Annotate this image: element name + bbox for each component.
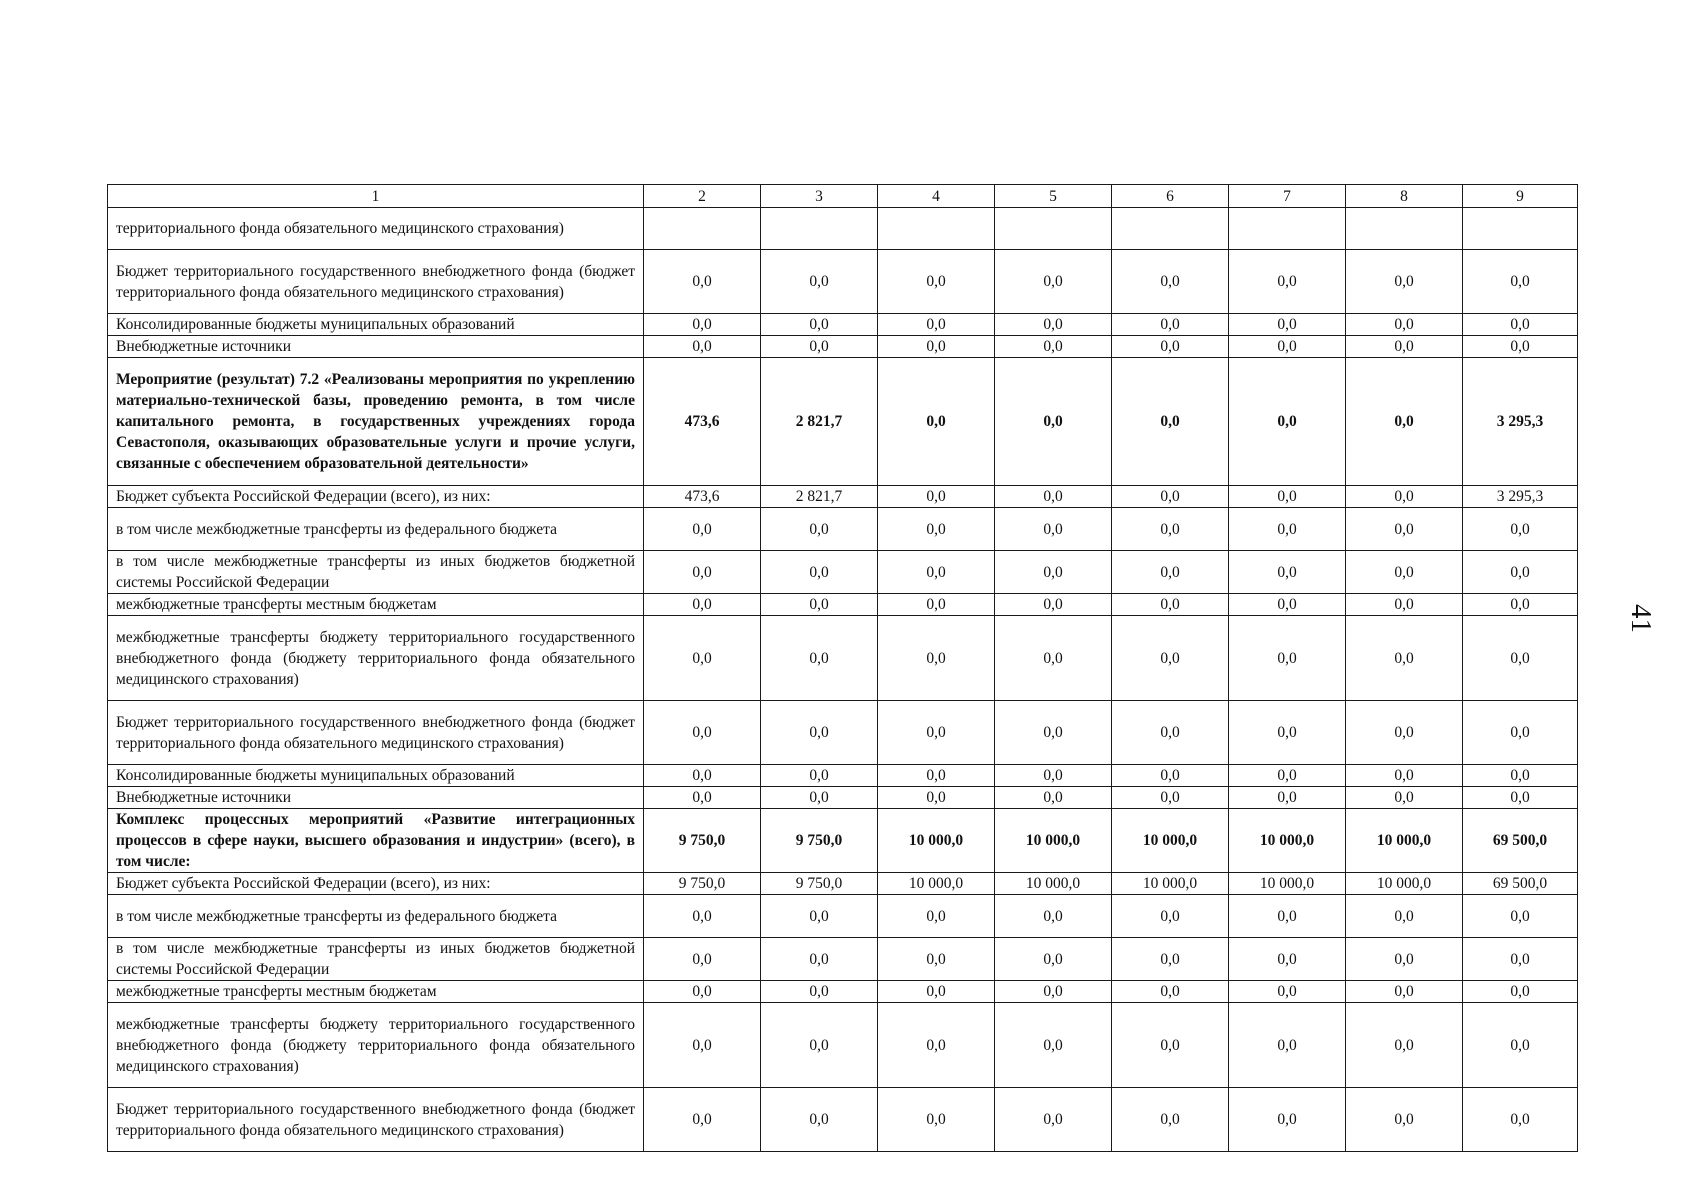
- row-value: 0,0: [1346, 616, 1463, 701]
- row-value: 0,0: [1112, 1088, 1229, 1152]
- table-row: [108, 787, 1578, 809]
- column-header: 2: [644, 185, 761, 208]
- row-value: 0,0: [995, 358, 1112, 486]
- row-value: 0,0: [1463, 701, 1578, 765]
- row-value: [1112, 208, 1229, 250]
- row-value: 0,0: [1229, 314, 1346, 336]
- table-row: [108, 358, 1578, 486]
- row-label: Консолидированные бюджеты муниципальных образований: [108, 765, 644, 787]
- table-row: [108, 809, 1578, 873]
- row-label: в том числе межбюджетные трансферты из федерального бюджета: [108, 895, 644, 938]
- row-value: 0,0: [644, 1003, 761, 1088]
- row-value: 0,0: [644, 551, 761, 594]
- row-value: 10 000,0: [1229, 873, 1346, 895]
- row-value: 0,0: [995, 938, 1112, 981]
- row-value: 2 821,7: [761, 486, 878, 508]
- row-value: 0,0: [1112, 1003, 1229, 1088]
- row-value: 0,0: [878, 938, 995, 981]
- row-value: 0,0: [1229, 508, 1346, 551]
- row-label: межбюджетные трансферты бюджету территориального государственного внебюджетного фонда (бюджету территориального фонда обязательного медицинского страхования): [108, 616, 644, 701]
- row-value: 0,0: [1346, 701, 1463, 765]
- row-value: 10 000,0: [1112, 873, 1229, 895]
- row-value: 0,0: [1229, 551, 1346, 594]
- row-value: [1463, 208, 1578, 250]
- row-value: 0,0: [644, 938, 761, 981]
- table-row: [108, 981, 1578, 1003]
- row-value: 0,0: [878, 486, 995, 508]
- row-value: 0,0: [644, 314, 761, 336]
- row-value: 0,0: [1112, 594, 1229, 616]
- row-value: 0,0: [761, 701, 878, 765]
- row-value: 0,0: [878, 358, 995, 486]
- column-header: 7: [1229, 185, 1346, 208]
- row-value: 0,0: [1463, 765, 1578, 787]
- table-row: [108, 616, 1578, 701]
- row-value: 0,0: [1346, 314, 1463, 336]
- row-value: 0,0: [1112, 358, 1229, 486]
- row-label: Бюджет субъекта Российской Федерации (всего), из них:: [108, 486, 644, 508]
- table-row: [108, 594, 1578, 616]
- row-value: 0,0: [644, 250, 761, 314]
- row-value: 0,0: [1346, 358, 1463, 486]
- row-value: 0,0: [1112, 981, 1229, 1003]
- row-value: 0,0: [878, 895, 995, 938]
- row-value: 0,0: [878, 594, 995, 616]
- row-value: 10 000,0: [878, 873, 995, 895]
- table-row: [108, 765, 1578, 787]
- row-value: 0,0: [878, 508, 995, 551]
- row-value: 0,0: [1112, 336, 1229, 358]
- row-value: [995, 208, 1112, 250]
- row-value: 0,0: [1346, 895, 1463, 938]
- row-value: 0,0: [1229, 701, 1346, 765]
- row-value: 0,0: [1112, 486, 1229, 508]
- column-header: 5: [995, 185, 1112, 208]
- row-value: 10 000,0: [1346, 873, 1463, 895]
- row-label: Консолидированные бюджеты муниципальных образований: [108, 314, 644, 336]
- row-value: 0,0: [878, 765, 995, 787]
- column-header: 8: [1346, 185, 1463, 208]
- row-value: 0,0: [995, 336, 1112, 358]
- row-value: 0,0: [1463, 250, 1578, 314]
- row-value: 10 000,0: [1346, 809, 1463, 873]
- row-value: 0,0: [1229, 765, 1346, 787]
- row-value: 0,0: [878, 250, 995, 314]
- table-row: [108, 208, 1578, 250]
- row-value: 0,0: [761, 765, 878, 787]
- row-value: 0,0: [1112, 765, 1229, 787]
- row-value: 0,0: [878, 701, 995, 765]
- row-value: 0,0: [1229, 336, 1346, 358]
- row-value: 0,0: [878, 787, 995, 809]
- row-value: 0,0: [995, 765, 1112, 787]
- table-row: [108, 895, 1578, 938]
- row-value: 0,0: [1463, 508, 1578, 551]
- row-value: 0,0: [1463, 616, 1578, 701]
- header-row: [108, 185, 1578, 208]
- row-value: 0,0: [878, 1003, 995, 1088]
- row-value: 0,0: [1463, 938, 1578, 981]
- row-value: 0,0: [1463, 594, 1578, 616]
- row-value: [878, 208, 995, 250]
- row-value: 473,6: [644, 486, 761, 508]
- row-value: 0,0: [1346, 765, 1463, 787]
- row-value: 0,0: [995, 551, 1112, 594]
- row-value: 0,0: [1463, 1003, 1578, 1088]
- row-value: 0,0: [995, 314, 1112, 336]
- row-value: 0,0: [1112, 616, 1229, 701]
- row-value: 0,0: [761, 551, 878, 594]
- row-value: 0,0: [878, 314, 995, 336]
- row-label: Внебюджетные источники: [108, 336, 644, 358]
- row-value: 0,0: [1229, 1003, 1346, 1088]
- column-header: 9: [1463, 185, 1578, 208]
- row-label: Комплекс процессных мероприятий «Развитие интеграционных процессов в сфере науки, высшего образования и индустрии» (всего), в том числе:: [108, 809, 644, 873]
- row-value: 0,0: [995, 701, 1112, 765]
- row-value: 0,0: [1229, 250, 1346, 314]
- row-value: 10 000,0: [1229, 809, 1346, 873]
- row-value: 10 000,0: [995, 873, 1112, 895]
- row-value: 3 295,3: [1463, 486, 1578, 508]
- row-value: 0,0: [1346, 981, 1463, 1003]
- row-value: 0,0: [644, 616, 761, 701]
- table-row: [108, 1088, 1578, 1152]
- table-row: [108, 873, 1578, 895]
- row-value: [761, 208, 878, 250]
- row-value: 0,0: [644, 336, 761, 358]
- row-value: 0,0: [1463, 787, 1578, 809]
- row-value: 0,0: [1346, 594, 1463, 616]
- row-value: 0,0: [878, 1088, 995, 1152]
- row-value: 0,0: [1229, 895, 1346, 938]
- row-value: 0,0: [1112, 787, 1229, 809]
- row-value: 9 750,0: [761, 809, 878, 873]
- row-value: 0,0: [1346, 1003, 1463, 1088]
- table-row: [108, 486, 1578, 508]
- row-value: 0,0: [878, 616, 995, 701]
- row-value: 0,0: [644, 765, 761, 787]
- table-row: [108, 336, 1578, 358]
- row-value: 0,0: [1463, 551, 1578, 594]
- row-label: межбюджетные трансферты бюджету территориального государственного внебюджетного фонда (бюджету территориального фонда обязательного медицинского страхования): [108, 1003, 644, 1088]
- row-value: 0,0: [1229, 594, 1346, 616]
- row-label: в том числе межбюджетные трансферты из иных бюджетов бюджетной системы Российской Федерации: [108, 551, 644, 594]
- row-value: 0,0: [995, 508, 1112, 551]
- row-value: 0,0: [995, 250, 1112, 314]
- row-value: 0,0: [1346, 486, 1463, 508]
- row-value: 9 750,0: [644, 809, 761, 873]
- row-value: 0,0: [1229, 616, 1346, 701]
- column-header: 3: [761, 185, 878, 208]
- row-value: 0,0: [995, 1088, 1112, 1152]
- row-value: 9 750,0: [644, 873, 761, 895]
- row-value: 0,0: [761, 1088, 878, 1152]
- row-value: 0,0: [644, 1088, 761, 1152]
- row-value: 473,6: [644, 358, 761, 486]
- row-value: 0,0: [995, 787, 1112, 809]
- table-body: [108, 185, 1578, 1152]
- row-value: 10 000,0: [995, 809, 1112, 873]
- row-value: 0,0: [1112, 701, 1229, 765]
- row-value: 0,0: [1112, 250, 1229, 314]
- row-value: 0,0: [995, 594, 1112, 616]
- budget-table: [107, 184, 1578, 1152]
- row-value: 0,0: [761, 250, 878, 314]
- row-label: Бюджет территориального государственного внебюджетного фонда (бюджет территориального фонда обязательного медицинского страхования): [108, 250, 644, 314]
- row-value: 0,0: [1346, 250, 1463, 314]
- row-label: межбюджетные трансферты местным бюджетам: [108, 981, 644, 1003]
- row-value: 0,0: [878, 981, 995, 1003]
- row-value: 0,0: [995, 895, 1112, 938]
- column-header: 6: [1112, 185, 1229, 208]
- table-row: [108, 701, 1578, 765]
- row-value: 0,0: [1463, 336, 1578, 358]
- row-value: 0,0: [1112, 551, 1229, 594]
- row-value: 0,0: [761, 616, 878, 701]
- row-value: 10 000,0: [878, 809, 995, 873]
- row-value: 0,0: [1112, 938, 1229, 981]
- row-value: 0,0: [644, 981, 761, 1003]
- row-value: 0,0: [1346, 336, 1463, 358]
- row-value: 0,0: [1229, 787, 1346, 809]
- row-value: [1229, 208, 1346, 250]
- row-label: территориального фонда обязательного медицинского страхования): [108, 208, 644, 250]
- row-value: 3 295,3: [1463, 358, 1578, 486]
- row-value: 0,0: [1229, 938, 1346, 981]
- row-value: 0,0: [644, 787, 761, 809]
- row-value: 0,0: [1346, 1088, 1463, 1152]
- row-label: в том числе межбюджетные трансферты из иных бюджетов бюджетной системы Российской Федерации: [108, 938, 644, 981]
- row-label: Мероприятие (результат) 7.2 «Реализованы мероприятия по укреплению материально-технической базы, проведению ремонта, в том числе капитального ремонта, в государственных учреждениях города Севастополя, оказывающих образовательные услуги и прочие услуги, связанные с обеспечением образовательной деятельности»: [108, 358, 644, 486]
- row-value: 10 000,0: [1112, 809, 1229, 873]
- table-row: [108, 314, 1578, 336]
- row-value: [644, 208, 761, 250]
- row-value: 0,0: [644, 895, 761, 938]
- row-value: 0,0: [1463, 981, 1578, 1003]
- row-label: Бюджет территориального государственного внебюджетного фонда (бюджет территориального фонда обязательного медицинского страхования): [108, 701, 644, 765]
- row-value: 0,0: [1346, 551, 1463, 594]
- row-value: 0,0: [644, 508, 761, 551]
- row-value: 0,0: [878, 551, 995, 594]
- row-value: 0,0: [644, 701, 761, 765]
- column-header: 4: [878, 185, 995, 208]
- row-value: 0,0: [1229, 486, 1346, 508]
- row-value: 0,0: [1229, 981, 1346, 1003]
- row-value: 0,0: [761, 594, 878, 616]
- table-row: [108, 1003, 1578, 1088]
- row-label: Бюджет субъекта Российской Федерации (всего), из них:: [108, 873, 644, 895]
- row-value: 0,0: [1112, 314, 1229, 336]
- row-value: 2 821,7: [761, 358, 878, 486]
- row-label: Внебюджетные источники: [108, 787, 644, 809]
- row-value: 0,0: [1463, 1088, 1578, 1152]
- row-value: 69 500,0: [1463, 809, 1578, 873]
- row-value: 0,0: [1463, 314, 1578, 336]
- row-value: 0,0: [644, 594, 761, 616]
- row-value: 0,0: [761, 508, 878, 551]
- row-value: 0,0: [995, 486, 1112, 508]
- table-row: [108, 250, 1578, 314]
- row-value: 0,0: [1229, 358, 1346, 486]
- column-header: 1: [108, 185, 644, 208]
- row-value: 0,0: [761, 938, 878, 981]
- table-row: [108, 508, 1578, 551]
- row-value: 0,0: [761, 1003, 878, 1088]
- row-value: 0,0: [995, 616, 1112, 701]
- row-label: межбюджетные трансферты местным бюджетам: [108, 594, 644, 616]
- row-value: 9 750,0: [761, 873, 878, 895]
- row-value: 0,0: [761, 787, 878, 809]
- row-value: 0,0: [1112, 508, 1229, 551]
- row-value: 0,0: [1346, 787, 1463, 809]
- row-value: 0,0: [761, 895, 878, 938]
- row-value: 0,0: [1112, 895, 1229, 938]
- row-value: [1346, 208, 1463, 250]
- row-value: 0,0: [1229, 1088, 1346, 1152]
- row-value: 0,0: [1346, 938, 1463, 981]
- row-value: 0,0: [1463, 895, 1578, 938]
- row-label: Бюджет территориального государственного внебюджетного фонда (бюджет территориального фонда обязательного медицинского страхования): [108, 1088, 644, 1152]
- row-value: 0,0: [995, 1003, 1112, 1088]
- row-value: 0,0: [878, 336, 995, 358]
- page-number: 41: [1625, 604, 1657, 633]
- row-value: 0,0: [761, 336, 878, 358]
- row-value: 0,0: [761, 314, 878, 336]
- row-value: 69 500,0: [1463, 873, 1578, 895]
- row-value: 0,0: [1346, 508, 1463, 551]
- row-label: в том числе межбюджетные трансферты из федерального бюджета: [108, 508, 644, 551]
- table-row: [108, 551, 1578, 594]
- row-value: 0,0: [995, 981, 1112, 1003]
- table-row: [108, 938, 1578, 981]
- row-value: 0,0: [761, 981, 878, 1003]
